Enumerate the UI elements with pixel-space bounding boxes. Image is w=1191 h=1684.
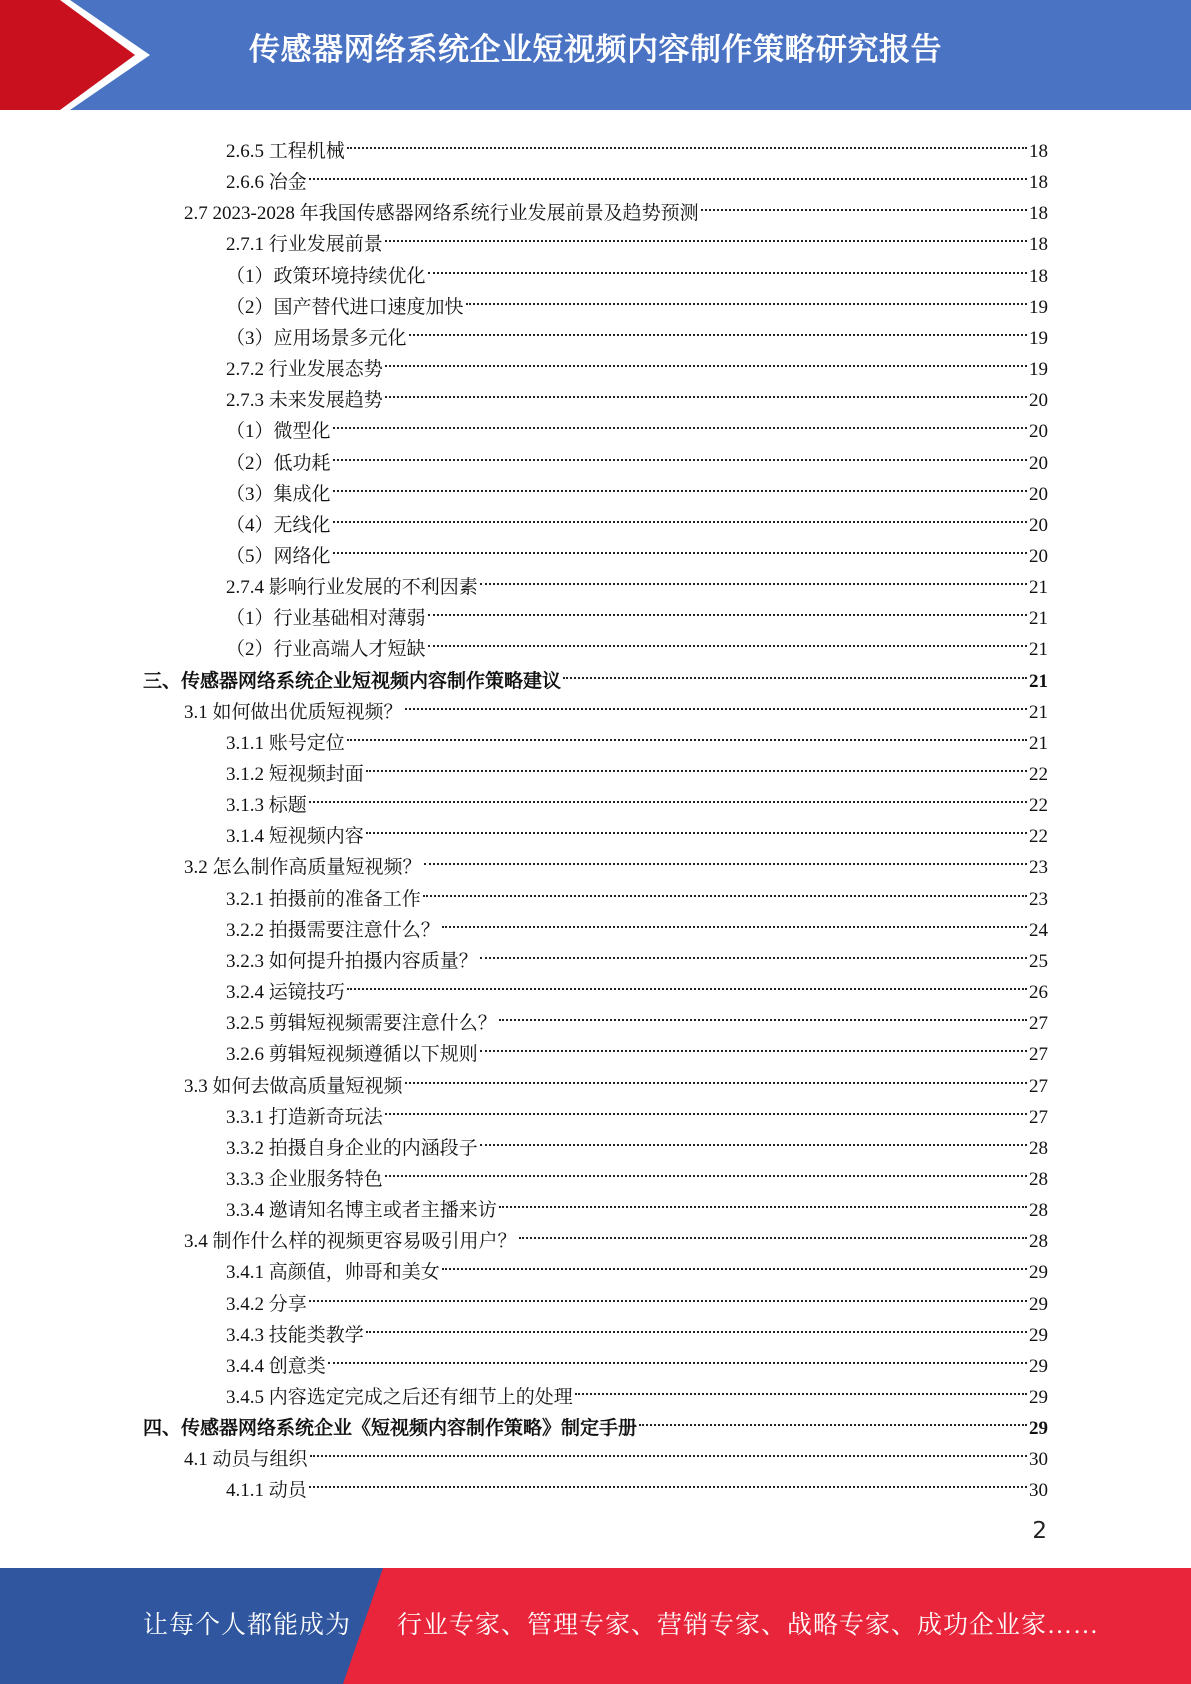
- toc-dot-leader: [442, 1247, 1027, 1278]
- toc-entry-label: 2.7.2 行业发展态势: [226, 359, 383, 381]
- toc-entry-page: 22: [1029, 764, 1048, 785]
- toc-entry-label: （1）微型化: [226, 421, 331, 443]
- toc-entry-label: 3.3.2 拍摄自身企业的内涵段子: [226, 1137, 478, 1159]
- toc-entry[interactable]: [226, 157, 1048, 194]
- toc-entry-page: 18: [1029, 265, 1048, 287]
- toc-entry[interactable]: [226, 1154, 1048, 1190]
- toc-dot-leader: [428, 624, 1027, 655]
- toc-entry-page: 18: [1029, 141, 1048, 162]
- toc-dot-leader: [310, 1434, 1027, 1465]
- toc-entry-label: 3.4.2 分享: [226, 1293, 307, 1315]
- page-header: [0, 0, 1191, 110]
- toc-entry-page: 24: [1029, 919, 1048, 941]
- document-title: 传感器网络系统企业短视频内容制作策略研究报告: [249, 32, 942, 68]
- toc-entry[interactable]: [143, 1403, 1048, 1440]
- toc-entry[interactable]: [226, 438, 1048, 474]
- toc-entry-label: （2）国产替代进口速度加快: [226, 296, 464, 318]
- toc-entry-label: 3.1.2 短视频封面: [226, 764, 364, 785]
- toc-entry[interactable]: [226, 905, 1048, 941]
- toc-dot-leader: [519, 1216, 1027, 1247]
- toc-entry[interactable]: [184, 1216, 1048, 1253]
- toc-entry-label: 3.3.4 邀请知名博主或者主播来访: [226, 1200, 497, 1222]
- toc-entry-label: 4.1.1 动员: [226, 1480, 307, 1502]
- toc-dot-leader: [309, 780, 1027, 811]
- toc-dot-leader: [480, 1029, 1027, 1060]
- toc-dot-leader: [423, 874, 1027, 905]
- toc-entry[interactable]: [226, 1247, 1048, 1284]
- toc-entry-label: 3.1.3 标题: [226, 795, 307, 817]
- toc-entry[interactable]: [226, 282, 1048, 318]
- toc-entry-label: 4.1 动员与组织: [184, 1449, 308, 1471]
- toc-entry[interactable]: [226, 780, 1048, 817]
- toc-entry-label: （3）集成化: [226, 483, 331, 505]
- toc-entry-label: 3.2.1 拍摄前的准备工作: [226, 888, 421, 910]
- toc-dot-leader: [701, 188, 1027, 219]
- page-number: 2: [1032, 1518, 1047, 1544]
- toc-entry[interactable]: [226, 126, 1048, 162]
- toc-entry-label: 3.3.3 企业服务特色: [226, 1168, 383, 1190]
- toc-dot-leader: [347, 967, 1027, 998]
- toc-entry-page: 29: [1029, 1324, 1048, 1346]
- page-footer: [0, 1568, 1191, 1684]
- toc-dot-leader: [328, 1341, 1027, 1372]
- toc-entry[interactable]: [184, 188, 1048, 225]
- footer-slogan-left: 让每个人都能成为: [143, 1612, 352, 1639]
- toc-entry-label: 2.7.3 未来发展趋势: [226, 390, 383, 412]
- toc-entry-label: 3.1 如何做出优质短视频？: [184, 701, 403, 723]
- toc-entry-page: 21: [1029, 732, 1048, 754]
- toc-entry-label: 3.1.1 账号定位: [226, 732, 345, 754]
- toc-entry[interactable]: [226, 406, 1048, 443]
- toc-entry-page: 20: [1029, 452, 1048, 474]
- toc-entry-page: 28: [1029, 1168, 1048, 1190]
- toc-entry-label: （5）网络化: [226, 545, 331, 567]
- toc-entry[interactable]: [226, 1029, 1048, 1066]
- toc-entry-label: 3.2.3 如何提升拍摄内容质量？: [226, 950, 478, 972]
- toc-entry-label: 2.7.4 影响行业发展的不利因素: [226, 577, 478, 599]
- toc-entry-page: 27: [1029, 1044, 1048, 1066]
- toc-dot-leader: [480, 1123, 1027, 1154]
- toc-entry-label: 3.4.4 创意类: [226, 1355, 326, 1377]
- toc-entry-label: 3.4.1 高颜值，帅哥和美女: [226, 1262, 440, 1284]
- toc-entry-page: 20: [1029, 483, 1048, 505]
- toc-dot-leader: [385, 1154, 1027, 1185]
- toc-entry[interactable]: [226, 344, 1048, 381]
- toc-dot-leader: [442, 905, 1027, 936]
- toc-entry[interactable]: [226, 967, 1048, 1004]
- toc-entry-page: 21: [1029, 577, 1048, 599]
- toc-entry-label: 3.2.6 剪辑短视频遵循以下规则: [226, 1044, 478, 1066]
- toc-dot-leader: [366, 749, 1027, 780]
- toc-entry-page: 29: [1029, 1418, 1048, 1440]
- toc-dot-leader: [347, 126, 1027, 157]
- toc-entry-page: 29: [1029, 1293, 1048, 1315]
- toc-entry[interactable]: [226, 874, 1048, 910]
- toc-dot-leader: [333, 500, 1027, 531]
- toc-dot-leader: [347, 718, 1027, 749]
- toc-entry-page: 30: [1029, 1480, 1048, 1502]
- toc-entry-page: 20: [1029, 421, 1048, 443]
- toc-entry-page: 30: [1029, 1449, 1048, 1471]
- toc-entry[interactable]: [226, 593, 1048, 630]
- toc-entry-label: （1）政策环境持续优化: [226, 265, 426, 287]
- toc-entry[interactable]: [226, 375, 1048, 412]
- toc-dot-leader: [563, 656, 1027, 687]
- toc-dot-leader: [333, 438, 1027, 469]
- toc-entry[interactable]: [184, 1434, 1048, 1471]
- toc-dot-leader: [424, 842, 1027, 873]
- toc-dot-leader: [366, 811, 1027, 842]
- toc-entry[interactable]: [184, 687, 1048, 723]
- toc-entry[interactable]: [226, 1279, 1048, 1315]
- toc-entry-label: 3.3 如何去做高质量短视频: [184, 1075, 403, 1097]
- toc-entry-label: 3.4 制作什么样的视频更容易吸引用户？: [184, 1231, 517, 1253]
- toc-entry[interactable]: [226, 313, 1048, 349]
- toc-entry-page: 28: [1029, 1137, 1048, 1159]
- toc-entry-label: （1）行业基础相对薄弱: [226, 608, 426, 630]
- toc-entry-page: 20: [1029, 514, 1048, 536]
- toc-entry[interactable]: [226, 1465, 1048, 1502]
- toc-entry[interactable]: [226, 219, 1048, 256]
- toc-dot-leader: [385, 219, 1027, 250]
- toc-entry-page: 21: [1029, 639, 1048, 661]
- toc-dot-leader: [309, 1279, 1027, 1310]
- header-arrow-decoration: [0, 0, 160, 110]
- toc-dot-leader: [333, 406, 1027, 437]
- toc-entry[interactable]: [226, 1185, 1048, 1222]
- toc-dot-leader: [333, 469, 1027, 500]
- toc-entry-label: 3.3.1 打造新奇玩法: [226, 1106, 383, 1128]
- toc-entry[interactable]: [226, 749, 1048, 785]
- toc-entry[interactable]: [226, 562, 1048, 599]
- toc-entry-label: 四、传感器网络系统企业《短视频内容制作策略》制定手册: [143, 1418, 638, 1440]
- toc-dot-leader: [309, 1465, 1027, 1496]
- toc-entry-label: 2.7.1 行业发展前景: [226, 234, 383, 256]
- toc-entry[interactable]: [184, 842, 1048, 879]
- toc-entry-page: 21: [1029, 670, 1048, 692]
- toc-entry[interactable]: [226, 1092, 1048, 1128]
- toc-entry-page: 27: [1029, 1106, 1048, 1128]
- toc-entry-page: 27: [1029, 1075, 1048, 1097]
- toc-entry-page: 20: [1029, 390, 1048, 412]
- toc-entry[interactable]: [226, 500, 1048, 536]
- toc-entry-label: 3.2.4 运镜技巧: [226, 982, 345, 1004]
- toc-entry-label: （3）应用场景多元化: [226, 327, 407, 349]
- toc-entry-label: 3.2 怎么制作高质量短视频？: [184, 857, 422, 879]
- toc-entry[interactable]: [226, 251, 1048, 287]
- toc-entry-label: （4）无线化: [226, 514, 331, 536]
- toc-entry-label: 3.1.4 短视频内容: [226, 826, 364, 848]
- toc-entry-page: 22: [1029, 795, 1048, 817]
- toc-entry-label: 三、传感器网络系统企业短视频内容制作策略建议: [143, 670, 562, 692]
- toc-dot-leader: [575, 1372, 1027, 1403]
- toc-entry-page: 19: [1029, 359, 1048, 381]
- toc-entry-page: 19: [1029, 327, 1048, 349]
- toc-entry[interactable]: [226, 1341, 1048, 1377]
- toc-entry[interactable]: [226, 1123, 1048, 1159]
- toc-entry-label: 2.6.5 工程机械: [226, 141, 345, 162]
- toc-entry-page: 23: [1029, 857, 1048, 879]
- toc-entry-page: 19: [1029, 296, 1048, 318]
- toc-dot-leader: [480, 936, 1027, 967]
- toc-entry[interactable]: [226, 1310, 1048, 1346]
- toc-entry[interactable]: [226, 624, 1048, 661]
- toc-entry-page: 21: [1029, 608, 1048, 630]
- toc-dot-leader: [466, 282, 1027, 313]
- toc-entry-label: 3.4.5 内容选定完成之后还有细节上的处理: [226, 1387, 573, 1408]
- toc-dot-leader: [499, 998, 1027, 1029]
- toc-dot-leader: [405, 687, 1027, 718]
- toc-entry-label: （2）行业高端人才短缺: [226, 639, 426, 661]
- toc-entry-page: 29: [1029, 1355, 1048, 1377]
- toc-dot-leader: [428, 251, 1027, 282]
- toc-entry-page: 21: [1029, 701, 1048, 723]
- toc-entry-page: 20: [1029, 545, 1048, 567]
- toc-dot-leader: [405, 1061, 1027, 1092]
- toc-dot-leader: [385, 1092, 1027, 1123]
- toc-entry[interactable]: [226, 531, 1048, 567]
- toc-entry[interactable]: [226, 936, 1048, 972]
- toc-entry-page: 29: [1029, 1387, 1048, 1408]
- toc-entry-page: 18: [1029, 234, 1048, 256]
- toc-entry-page: 26: [1029, 982, 1048, 1004]
- toc-entry-page: 25: [1029, 950, 1048, 972]
- toc-entry-label: 2.6.6 冶金: [226, 172, 307, 194]
- toc-entry-page: 27: [1029, 1013, 1048, 1035]
- toc-entry-page: 18: [1029, 172, 1048, 194]
- toc-dot-leader: [333, 531, 1027, 562]
- toc-entry-label: （2）低功耗: [226, 452, 331, 474]
- toc-dot-leader: [480, 562, 1027, 593]
- toc-entry-page: 18: [1029, 203, 1048, 225]
- toc-entry-label: 3.2.2 拍摄需要注意什么？: [226, 919, 440, 941]
- toc-entry-page: 22: [1029, 826, 1048, 848]
- toc-entry-page: 28: [1029, 1200, 1048, 1222]
- toc-entry-label: 3.4.3 技能类教学: [226, 1324, 364, 1346]
- toc-dot-leader: [409, 313, 1027, 344]
- toc-entry-page: 28: [1029, 1231, 1048, 1253]
- toc-entry-page: 23: [1029, 888, 1048, 910]
- toc-dot-leader: [428, 593, 1027, 624]
- toc-entry[interactable]: [226, 998, 1048, 1035]
- toc-entry-label: 3.2.5 剪辑短视频需要注意什么？: [226, 1013, 497, 1035]
- toc-entry[interactable]: [226, 718, 1048, 754]
- toc-dot-leader: [385, 375, 1027, 406]
- toc-dot-leader: [639, 1403, 1027, 1434]
- toc-entry[interactable]: [226, 811, 1048, 848]
- toc-dot-leader: [309, 157, 1027, 188]
- toc-entry-label: 2.7 2023-2028 年我国传感器网络系统行业发展前景及趋势预测: [184, 203, 699, 225]
- toc-dot-leader: [366, 1310, 1027, 1341]
- footer-slogan-right: 行业专家、管理专家、营销专家、战略专家、成功企业家……: [397, 1612, 1100, 1639]
- toc-dot-leader: [385, 344, 1027, 375]
- toc-entry[interactable]: [226, 469, 1048, 505]
- toc-entry-page: 29: [1029, 1262, 1048, 1284]
- toc-dot-leader: [499, 1185, 1027, 1216]
- toc-entry[interactable]: [143, 656, 1048, 692]
- toc-entry[interactable]: [184, 1061, 1048, 1097]
- toc-entry[interactable]: [226, 1372, 1048, 1408]
